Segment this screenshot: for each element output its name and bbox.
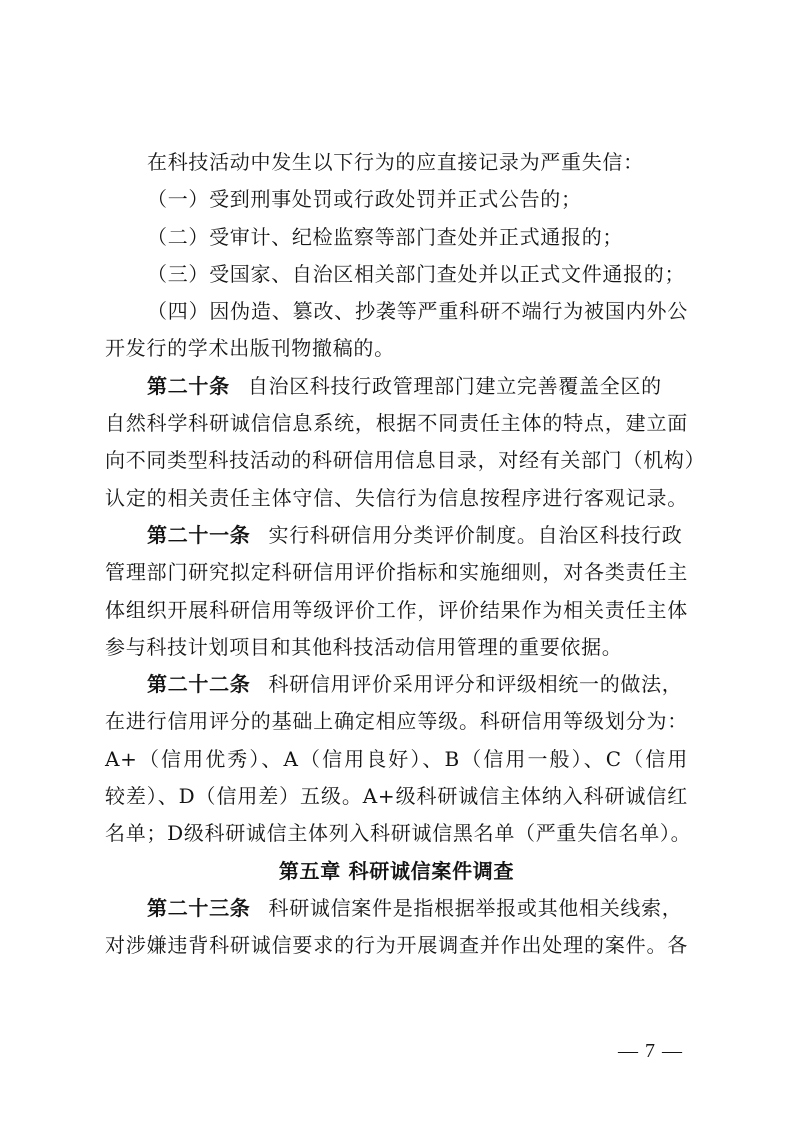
- page-number: — 7 —: [618, 1040, 683, 1062]
- article-line: 体组织开展科研信用等级评价工作，评价结果作为相关责任主体: [105, 597, 688, 622]
- article-line: 在进行信用评分的基础上确定相应等级。科研信用等级划分为：: [105, 709, 688, 734]
- article-line: 认定的相关责任主体守信、失信行为信息按程序进行客观记录。: [105, 485, 688, 510]
- article-23-first-line: [105, 890, 688, 927]
- list-item: （一）受到刑事处罚或行政处罚并正式公告的；: [147, 187, 582, 212]
- article-21-first-line: [105, 517, 688, 554]
- article-line: 较差）、D（信用差）五级。A+级科研诚信主体纳入科研诚信红: [105, 784, 688, 809]
- list-item-continuation: 开发行的学术出版刊物撤稿的。: [105, 336, 395, 361]
- article-text: 科研信用评价采用评分和评级相统一的做法，: [268, 672, 683, 697]
- article-text: 自治区科技行政管理部门建立完善覆盖全区的: [247, 373, 662, 398]
- list-item: （四）因伪造、篡改、抄袭等严重科研不端行为被国内外公: [147, 299, 688, 324]
- article-text: 实行科研信用分类评价制度。自治区科技行政: [268, 522, 683, 547]
- chapter-heading: 第五章 科研诚信案件调查: [278, 858, 515, 883]
- list-item: （二）受审计、纪检监察等部门查处并正式通报的；: [147, 224, 624, 249]
- article-title: 第二十一条: [147, 522, 251, 547]
- article-line: 名单；D级科研诚信主体列入科研诚信黑名单（严重失信名单）。: [105, 821, 692, 846]
- article-title: 第二十三条: [147, 895, 251, 920]
- article-line: A+（信用优秀）、A（信用良好）、B（信用一般）、C（信用: [105, 746, 688, 771]
- article-line: 管理部门研究拟定科研信用评价指标和实施细则，对各类责任主: [105, 560, 688, 585]
- article-line: 自然科学科研诚信信息系统，根据不同责任主体的特点，建立面: [105, 411, 688, 436]
- document-body: [105, 144, 706, 965]
- article-line: 向不同类型科技活动的科研信用信息目录，对经有关部门（机构）: [105, 448, 706, 473]
- intro-paragraph: 在科技活动中发生以下行为的应直接记录为严重失信：: [147, 150, 644, 174]
- article-20-first-line: [105, 368, 688, 405]
- list-item: （三）受国家、自治区相关部门查处并以正式文件通报的；: [147, 261, 686, 286]
- article-text: 科研诚信案件是指根据举报或其他相关线索，: [268, 895, 683, 920]
- article-line: 对涉嫌违背科研诚信要求的行为开展调查并作出处理的案件。各: [105, 933, 688, 958]
- article-title: 第二十条: [147, 373, 230, 398]
- article-line: 参与科技计划项目和其他科技活动信用管理的重要依据。: [105, 634, 623, 659]
- article-22-first-line: [105, 666, 688, 703]
- article-title: 第二十二条: [147, 672, 251, 697]
